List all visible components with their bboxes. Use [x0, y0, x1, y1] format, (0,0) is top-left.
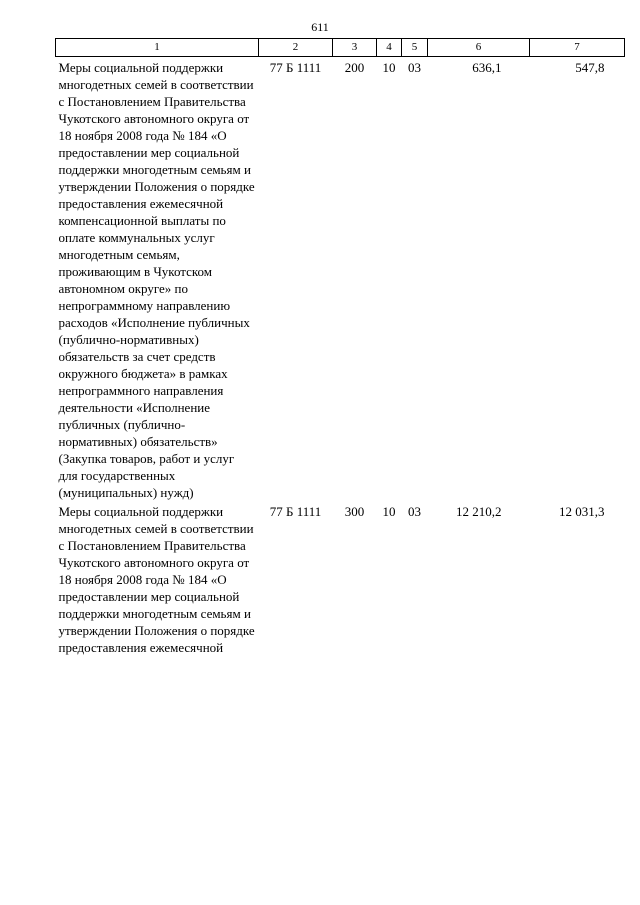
row-description: Меры социальной поддержки многодетных семей в соответствии с Постановлением Правительства Чукотского автономного округа от 18 ноября 2008 года № 184 «О предоставлении мер социальной поддержки многодетным семьям и утверждении Положения о порядке предоставления ежемесячной [58, 504, 255, 655]
row-sum-year-2: 547,8 [575, 60, 605, 75]
row-subsection: 03 [408, 504, 421, 519]
column-header-6: 6 [428, 39, 530, 57]
row-description: Меры социальной поддержки многодетных семей в соответствии с Постановлением Правительства Чукотского автономного округа от 18 ноября 2008 года № 184 «О предоставлении мер социальной поддержки многодетным семьям и утверждении Положения о порядке предоставления ежемесячной компенсационной выплаты по оплате коммунальных услуг многодетным семьям, проживающим в Чукотском автономном округе» по непрограммному направлению расходов «Исполнение публичных (публично-нормативных) обязательств за счет средств окружного бюджета» в рамках непрограммного направления деятельности «Исполнение публичных (публично-нормативных) обязательств» (Закупка товаров, работ и услуг для государственных (муниципальных) нужд) [58, 60, 255, 500]
budget-table [55, 38, 625, 656]
row-sum-year-1: 636,1 [472, 60, 502, 75]
column-header-4: 4 [377, 39, 402, 57]
row-expense-type: 300 [344, 504, 365, 519]
row-expense-type: 200 [344, 60, 365, 75]
row-target-article: 77 Б 1111 [269, 60, 322, 75]
table-row [56, 57, 625, 502]
column-header-1: 1 [56, 39, 259, 57]
table-header-row [56, 39, 625, 57]
column-header-3: 3 [333, 39, 377, 57]
row-subsection: 03 [408, 60, 421, 75]
row-sum-year-2: 12 031,3 [559, 504, 605, 519]
page-number: 611 [311, 20, 329, 34]
row-section: 10 [382, 504, 396, 519]
column-header-2: 2 [259, 39, 333, 57]
column-header-5: 5 [402, 39, 428, 57]
row-target-article: 77 Б 1111 [269, 504, 322, 519]
column-header-7: 7 [530, 39, 625, 57]
row-sum-year-1: 12 210,2 [456, 504, 502, 519]
row-section: 10 [382, 60, 396, 75]
table-row [56, 501, 625, 656]
